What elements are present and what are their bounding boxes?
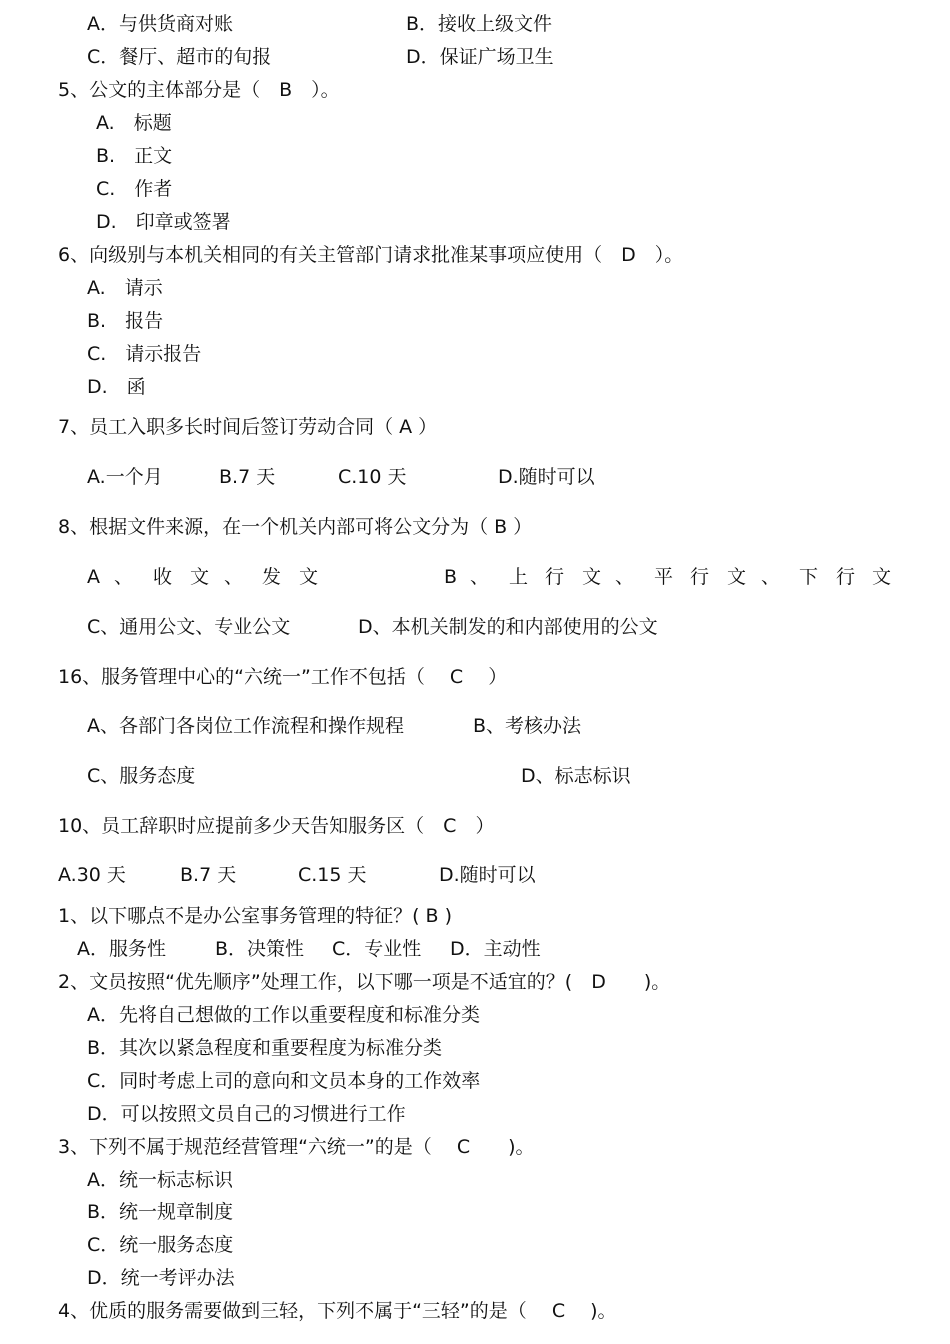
q8-b-char: 行 bbox=[690, 566, 710, 588]
question-1-option-c: C．专业性 bbox=[332, 938, 422, 960]
q8-b-char: 文 bbox=[582, 566, 602, 588]
question-1-stem: 1、以下哪点不是办公室事务管理的特征？( B ) bbox=[58, 905, 453, 927]
top-option-d: D．保证广场卫生 bbox=[406, 46, 554, 68]
top-option-c: C．餐厅、超市的旬报 bbox=[87, 46, 272, 68]
question-8-option-c: C、通用公文、专业公文 bbox=[87, 616, 291, 638]
question-3-option-b: B．统一规章制度 bbox=[87, 1201, 234, 1223]
question-10-option-d: D.随时可以 bbox=[439, 864, 536, 886]
q8-a-char: 文 bbox=[299, 566, 319, 588]
question-6-option-a: A. 请示 bbox=[87, 277, 163, 299]
question-6-option-d: D. 函 bbox=[87, 376, 146, 398]
top-option-b: B．接收上级文件 bbox=[406, 13, 553, 35]
question-3-option-c: C．统一服务态度 bbox=[87, 1234, 234, 1256]
question-8-stem: 8、根据文件来源，在一个机关内部可将公文分为（ B ） bbox=[58, 516, 533, 538]
question-10-option-c: C.15 天 bbox=[298, 864, 367, 886]
question-7-option-d: D.随时可以 bbox=[498, 466, 595, 488]
question-3-stem: 3、下列不属于规范经营管理“六统一”的是（ C )。 bbox=[58, 1136, 535, 1158]
question-10-option-a: A.30 天 bbox=[58, 864, 126, 886]
q8-b-char: 上 bbox=[509, 566, 529, 588]
question-5-option-a: A. 标题 bbox=[96, 112, 172, 134]
question-2-option-d: D．可以按照文员自己的习惯进行工作 bbox=[87, 1103, 406, 1125]
question-6-option-c: C. 请示报告 bbox=[87, 343, 202, 365]
question-16-stem: 16、服务管理中心的“六统一”工作不包括（ C ） bbox=[58, 666, 508, 688]
question-1-option-a: A．服务性 bbox=[77, 938, 166, 960]
question-16-option-b: B、考核办法 bbox=[473, 715, 582, 737]
q8-a-char: 收 bbox=[153, 566, 173, 588]
question-7-option-a: A.一个月 bbox=[87, 466, 163, 488]
q8-a-char: 、 bbox=[114, 566, 134, 588]
q8-b-char: B bbox=[444, 566, 458, 588]
q8-b-char: 下 bbox=[799, 566, 819, 588]
question-7-option-b: B.7 天 bbox=[219, 466, 276, 488]
question-1-option-b: B．决策性 bbox=[215, 938, 305, 960]
q8-b-char: 平 bbox=[654, 566, 674, 588]
q8-a-char: 发 bbox=[262, 566, 282, 588]
question-4-stem: 4、优质的服务需要做到三轻，下列不属于“三轻”的是（ C )。 bbox=[58, 1300, 617, 1322]
question-5-stem: 5、公文的主体部分是（ B ）。 bbox=[58, 79, 340, 101]
q8-a-char: 、 bbox=[224, 566, 244, 588]
question-16-option-c: C、服务态度 bbox=[87, 765, 196, 787]
q8-a-char: 文 bbox=[190, 566, 210, 588]
q8-b-char: 行 bbox=[836, 566, 856, 588]
question-5-option-c: C. 作者 bbox=[96, 178, 173, 200]
top-option-a: A．与供货商对账 bbox=[87, 13, 233, 35]
q8-b-char: 、 bbox=[470, 566, 490, 588]
q8-b-char: 行 bbox=[545, 566, 565, 588]
question-6-stem: 6、向级别与本机关相同的有关主管部门请求批准某事项应使用（ D ）。 bbox=[58, 244, 684, 266]
q8-b-char: 、 bbox=[761, 566, 781, 588]
question-16-option-a: A、各部门各岗位工作流程和操作规程 bbox=[87, 715, 404, 737]
question-10-stem: 10、员工辞职时应提前多少天告知服务区（ C ） bbox=[58, 815, 495, 837]
question-8-option-d: D、本机关制发的和内部使用的公文 bbox=[358, 616, 658, 638]
question-3-option-d: D．统一考评办法 bbox=[87, 1267, 235, 1289]
q8-b-char: 、 bbox=[615, 566, 635, 588]
question-5-option-b: B. 正文 bbox=[96, 145, 173, 167]
question-2-stem: 2、文员按照“优先顺序”处理工作，以下哪一项是不适宜的？( D )。 bbox=[58, 971, 671, 993]
question-2-option-c: C．同时考虑上司的意向和文员本身的工作效率 bbox=[87, 1070, 481, 1092]
question-1-option-d: D．主动性 bbox=[450, 938, 541, 960]
question-10-option-b: B.7 天 bbox=[180, 864, 237, 886]
question-6-option-b: B. 报告 bbox=[87, 310, 164, 332]
question-7-stem: 7、员工入职多长时间后签订劳动合同（ A ） bbox=[58, 416, 438, 438]
q8-b-char: 文 bbox=[872, 566, 892, 588]
q8-b-char: 文 bbox=[727, 566, 747, 588]
question-2-option-a: A．先将自己想做的工作以重要程度和标准分类 bbox=[87, 1004, 480, 1026]
question-5-option-d: D. 印章或签署 bbox=[96, 211, 231, 233]
question-3-option-a: A．统一标志标识 bbox=[87, 1169, 233, 1191]
question-16-option-d: D、标志标识 bbox=[521, 765, 631, 787]
q8-a-char: A bbox=[87, 566, 100, 588]
question-2-option-b: B．其次以紧急程度和重要程度为标准分类 bbox=[87, 1037, 443, 1059]
question-7-option-c: C.10 天 bbox=[338, 466, 407, 488]
